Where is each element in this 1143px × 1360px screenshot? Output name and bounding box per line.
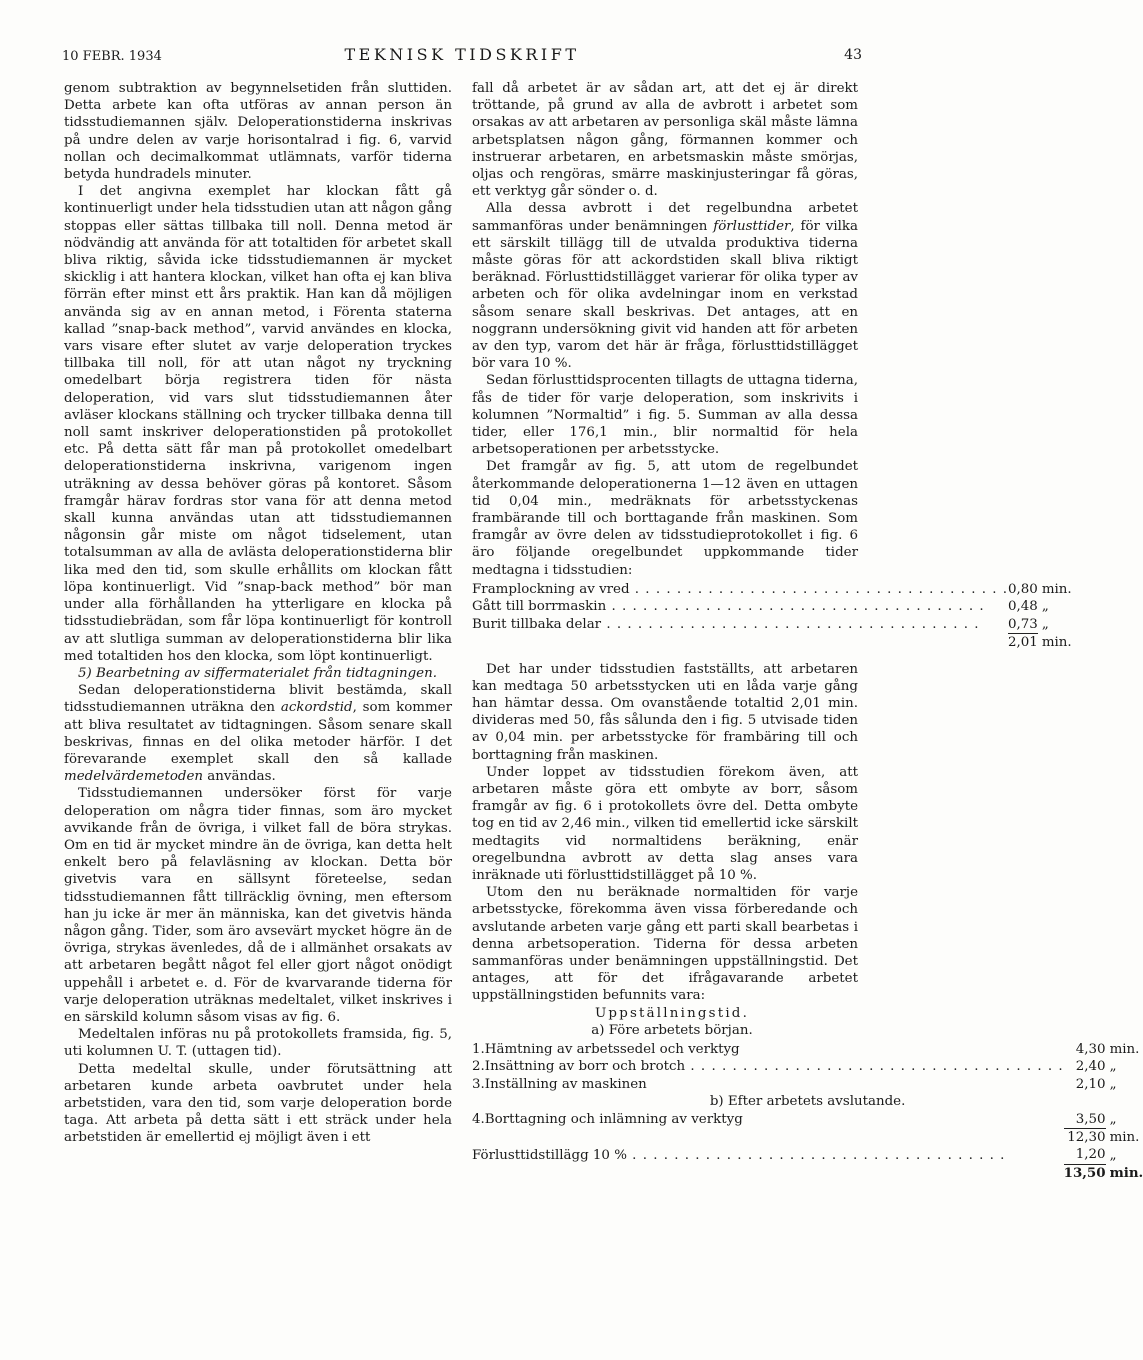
paragraph: Utom den nu beräknade normaltiden för varje arbetsstycke, förekomma även vissa förberedande och avslutande arbeten varje gång ett parti skall bearbetas i denna arbetsoperation. Tiderna för dessa arbeten sammanföras under benämningen uppställningstid. Det antages, att för det ifrågavarande arbetet uppställningstiden befunnits vara:: [472, 885, 858, 1004]
table-row: Framplockning av vred . . . 0,80 min.: [472, 581, 1072, 598]
left-column: [64, 80, 452, 1147]
irregular-times-table: [472, 581, 1072, 652]
issue-date: 10 FEBR. 1934: [62, 49, 162, 64]
table-row: 1. Hämtning av arbetssedel och verktyg 4,30 min.: [472, 1041, 1140, 1057]
table-row: Gått till borrmaskin . . . 0,48 „: [472, 598, 1072, 615]
paragraph: Sedan förlusttidsprocenten tillagts de uttagna tiderna, fås de tider för varje deloperation, som inskrivits i kolumnen ”Normaltid” i fig. 5. Summan av alla dessa tider, eller 176,1 min., blir normaltid för hela arbetsoperationen per arbetsstycke.: [472, 373, 858, 458]
emphasis: ackordstid: [280, 700, 353, 716]
table-row: 4. Borttagning och inlämning av verktyg 3,50 „: [472, 1111, 1117, 1128]
table-row: 2. Insättning av borr och brotch . . . 2,40 „: [472, 1058, 1143, 1075]
paragraph: Det har under tidsstudien fastställts, att arbetaren kan medtaga 50 arbetsstycken uti en låda varje gång han hämtar dessa. Om ovanstående totaltid 2,01 min. divideras med 50, fås sålunda den i fig. 5 utvisade tiden av 0,04 min. per arbetsstycke för frambäring till och borttagning från maskinen.: [472, 661, 858, 763]
table-subheading: a) Före arbetets början.: [591, 1022, 753, 1038]
paragraph: fall då arbetet är av sådan art, att det ej är direkt tröttande, på grund av alla de avbrott i arbetet som orsakas av att arbetaren av personliga skäl måste lämna arbetsplatsen någon gång, förmannen kommer och instruerar arbetaren, en arbetsmaskin måste smörjas, oljas och rengöras, smärre maskinjusteringar få göras, ett verktyg går sönder o. d.: [472, 81, 858, 200]
table-subtotal-row: 12,30 min.: [1067, 1130, 1140, 1146]
paragraph: Under loppet av tidsstudien förekom även, att arbetaren måste göra ett ombyte av borr, såsom framgår av fig. 6 i protokollets övre del. Detta ombyte tog en tid av 2,46 min., vilken tid emellertid icke särskilt medtagits vid normaltidens beräkning, enär oregelbundna avbrott av detta slag anses vara inräknade uti förlusttidstillägget på 10 %.: [472, 764, 858, 883]
paragraph: Sedan deloperationstiderna blivit bestämda, skall tidsstudiemannen uträkna den ackordstid, som kommer att bliva resultatet av tidtagningen. Såsom senare skall beskrivas, finnas en del olika metoder härför. I det förevarande exemplet skall den så kallade medelvärdemetoden användas.: [64, 683, 452, 785]
running-header: [62, 45, 862, 67]
table-total-row: 13,50 min.: [1063, 1164, 1143, 1181]
paragraph: Det framgår av fig. 5, att utom de regelbundet återkommande deloperationerna 1—12 även en uttagen tid 0,04 min., medräknats för arbetsstyckenas frambärande till och borttagande från maskinen. Som framgår av övre delen av tidsstudieprotokollet i fig. 6 äro följande oregelbundet uppkommande tider medtagna i tidsstudien:: [472, 459, 858, 578]
table-subheading-row: b) Efter arbetets avslutande.: [709, 1094, 906, 1110]
paragraph: Medeltalen införas nu på protokollets framsida, fig. 5, uti kolumnen U. T. (uttagen tid).: [64, 1027, 452, 1060]
table-row: Burit tillbaka delar . . . 0,73 „: [472, 616, 1072, 634]
table-title: Uppställningstid.: [594, 1005, 750, 1021]
table-total-row: 2,01 min.: [1008, 635, 1072, 651]
journal-title: TEKNISK TIDSKRIFT: [344, 45, 580, 64]
paragraph: genom subtraktion av begynnelsetiden från sluttiden. Detta arbete kan ofta utföras av annan person än tidsstudiemannen själv. Deloperationstiderna inskrivas på undre delen av varje horisontalrad i fig. 6, varvid nollan och decimalkommat utlämnats, varför tiderna betyda hundradels minuter.: [64, 81, 452, 183]
page-number: 43: [844, 47, 862, 63]
paragraph: I det angivna exemplet har klockan fått gå kontinuerligt under hela tidsstudien utan att någon gång stoppas eller sättas tillbaka till noll. Denna metod är nödvändig att använda för att totaltiden för arbetet skall bliva riktig, såvida icke tidsstudiemannen är mycket skicklig i att hantera klockan, vilket han ofta ej kan bliva förrän efter minst ett års praktik. Han kan då möjligen använda sig av en annan metod, i Förenta staterna kallad ”snap-back method”, varvid användes en klocka, vars visare efter slutet av varje deloperation tryckes tillbaka till noll, för att utan något ny tryckning omedelbart börja registrera tiden för nästa deloperation, vid vars slut tidsstudiemannen åter avläser klockans ställning och trycker tillbaka denna till noll samt inskriver deloperationstiden på protokollet etc. På detta sätt får man på protokollet omedelbart deloperationstiderna inskrivna, varigenom ingen uträkning av dessa behöver göras på kontoret. Såsom framgår härav fordras stor vana för att denna metod skall kunna användas utan att tidsstudiemannen någonsin går miste om något tidselement, utan totalsumman av alla de avlästa deloperationstiderna blir lika med den tid, som skulle erhållits om klockan fått löpa kontinuerligt. Vid ”snap-back method” bör man under alla förhållanden ha ytterligare en klocka på tidsstudiebrädan, som får löpa kontinuerligt för kontroll av att slutliga summan av deloperationstiderna blir lika med totaltiden hos den klocka, som löpt kontinuerligt.: [64, 184, 452, 664]
paragraph: Detta medeltal skulle, under förutsättning att arbetaren kunde arbeta oavbrutet under hela arbetstiden, vara den tid, som varje deloperation borde taga. Att arbeta på detta sätt i ett sträck under hela arbetstiden är emellertid ej möjligt även i ett: [64, 1061, 452, 1146]
paragraph: Alla dessa avbrott i det regelbundna arbetet sammanföras under benämningen förlusttider, för vilka ett särskilt tillägg till de utvalda produktiva tiderna måste göras för att ackordstiden skall bliva riktigt beräknad. Förlusttidstillägget varierar för olika typer av arbeten och för olika avdelningar inom en verkstad såsom senare skall beskrivas. Det antages, att en noggrann undersökning givit vid handen att för arbeten av den typ, varom det här är fråga, förlusttidstillägget bör vara 10 %.: [472, 201, 858, 372]
paragraph: Tidsstudiemannen undersöker först för varje deloperation om några tider finnas, som äro mycket avvikande från de övriga, i vilket fall de böra strykas. Om en tid är mycket mindre än de övriga, kan detta helt enkelt bero på felavläsning av klockan. Detta bör givetvis vara en sällsynt företeelse, sedan tidsstudiemannen fått tillräcklig övning, men eftersom han ju icke är mer än människa, kan det givetvis hända någon gång. Tider, som äro avsevärt mycket högre än de övriga, strykas ävenledes, då de i allmänhet orsakats av att arbetaren begått något fel eller gjort något onödigt uppehåll i arbetet e. d. För de kvarvarande tiderna för varje deloperation uträknas medeltalet, vilket inskrives i en särskild kolumn såsom visas av fig. 6.: [64, 786, 452, 1025]
table-row: 3. Inställning av maskinen 2,10 „: [472, 1076, 1117, 1092]
emphasis: förlusttider: [713, 218, 791, 234]
setup-time-table: [472, 1041, 1143, 1182]
table-row: Förlusttidstillägg 10 % . . . 1,20 „: [472, 1146, 1143, 1164]
emphasis: medelvärdemetoden: [64, 769, 204, 785]
right-column: [472, 80, 1143, 1186]
section-heading: 5) Bearbetning av siffermaterialet från tidtagningen.: [78, 665, 437, 681]
